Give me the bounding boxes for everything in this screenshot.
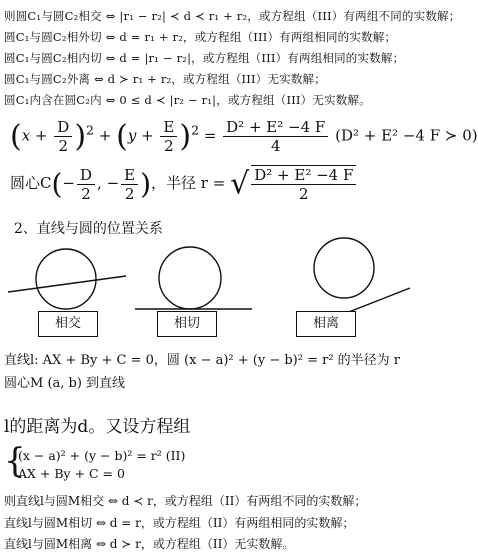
section-title: 2、直线与圆的位置关系 — [14, 221, 163, 237]
rhs-frac-num: D² + E² −4 F — [223, 118, 328, 137]
r-num: D² + E² −4 F — [251, 166, 356, 185]
circle-separate — [314, 238, 374, 298]
circle-relation-internal-tangent: 圆C₁与圆C₂相内切 ⇔ d = |r₁ − r₂|，或方程组（III）有两组相同的实数解； — [4, 51, 405, 65]
circle-relation-separate: 圆C₁与圆C₂外离 ⇔ d ≻ r₁ + r₂，或方程组（III）无实数解； — [4, 72, 326, 86]
circle-general-formula: (x + $\frac{D}{2}$ )$^2$ + (y + $\frac{E}{2}$ )$^2$ = $\frac{\text{D² + E² −4 F}}{4}$ (D² + E² −4 F ≻ 0) — [10, 118, 478, 155]
line-relation-separate: 直线l与圆M相离 ⇔ d ≻ r，或方程组（II）无实数解。 — [4, 537, 295, 551]
system-eq2: AX + By + C = 0 — [18, 466, 125, 481]
center-radius-formula: 圆心C(− $\frac{D}{2}$ , − $\frac{E}{2}$ )，半径 r = √ $\frac{\text{D² + E² −4 F}}{2}$ — [10, 165, 358, 203]
rhs-frac-den: 4 — [270, 137, 281, 155]
circle-relation-contained: 圆C₁内含在圆C₂内 ⇔ 0 ≤ d ≺ |r₂ − r₁|，或方程组（III）无实数解。 — [4, 93, 371, 107]
circle-intersect — [36, 249, 96, 309]
label-separate: 相离 — [296, 311, 356, 337]
line-relation-tangent: 直线l与圆M相切 ⇔ d = r，或方程组（II）有两组相同的实数解； — [4, 516, 355, 530]
y-frac-den: 2 — [164, 137, 174, 155]
center-label: 圆心C — [10, 174, 52, 192]
center-to-line: 圆心M (a, b) 到直线 — [4, 376, 126, 391]
label-intersect: 相交 — [38, 311, 98, 337]
cy-den: 2 — [124, 184, 135, 203]
cy-num: E — [121, 166, 138, 185]
line-relation-intersect: 则直线l与圆M相交 ⇔ d ≺ r，或方程组（II）有两组不同的实数解； — [4, 494, 367, 508]
cx-num: D — [77, 166, 95, 185]
line-equation: 直线l: AX + By + C = 0，圆 (x − a)² + (y − b)² = r² 的半径为 r — [4, 353, 401, 368]
positivity-condition: (D² + E² −4 F ≻ 0) — [335, 126, 478, 145]
system-brace: { — [4, 441, 26, 481]
distance-statement: l的距离为d。又设方程组 — [4, 417, 191, 437]
cx-den: 2 — [81, 184, 91, 203]
y-frac-num: E — [160, 118, 177, 137]
circle-tangent — [159, 247, 221, 309]
x-frac-num: D — [54, 118, 72, 137]
line-intersect — [8, 276, 126, 292]
r-den: 2 — [299, 185, 309, 203]
circle-relation-intersect: 则圆C₁与圆C₂相交 ⇔ |r₁ − r₂| ≺ d ≺ r₁ + r₂，或方程组（III）有两组不同的实数解； — [4, 9, 461, 23]
system-eq1: (x − a)² + (y − b)² = r² (II) — [18, 448, 186, 463]
label-tangent: 相切 — [157, 311, 217, 337]
radius-label: ，半径 r = — [151, 174, 226, 192]
circle-relation-external-tangent: 圆C₁与圆C₂相外切 ⇔ d = r₁ + r₂，或方程组（III）有两组相同的实数解； — [4, 30, 397, 44]
x-frac-den: 2 — [58, 137, 69, 155]
